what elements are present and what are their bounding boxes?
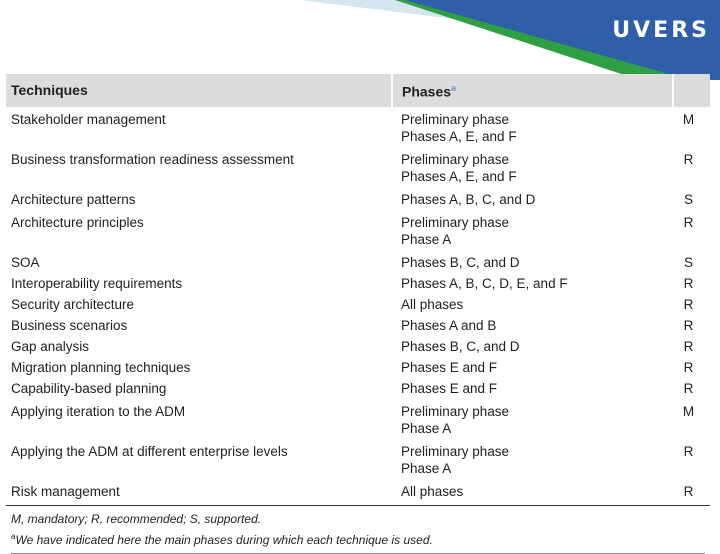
table-body bbox=[6, 107, 710, 505]
header-phases: Phases$^a$ bbox=[392, 74, 673, 107]
phase-line: Phases E and F bbox=[401, 380, 498, 396]
phase-line: All phases bbox=[401, 296, 464, 312]
level-cell: R bbox=[683, 380, 694, 396]
phase-line: Preliminary phase bbox=[401, 403, 510, 419]
techniques-table bbox=[6, 74, 710, 505]
phase-line: Phases A, B, C, D, E, and F bbox=[401, 275, 568, 291]
table-row bbox=[6, 439, 710, 479]
footnotes bbox=[6, 505, 710, 554]
phase-line: Preliminary phase bbox=[401, 214, 510, 230]
phases-cell bbox=[392, 399, 673, 439]
table-header-row bbox=[6, 74, 710, 107]
phase-line: Phase A bbox=[401, 460, 452, 476]
technique-cell: Migration planning techniques bbox=[11, 359, 191, 375]
phases-cell bbox=[392, 187, 673, 210]
table-row bbox=[6, 187, 710, 210]
footnote-note: $^a$We have indicated here the main phases during which each technique is used. bbox=[11, 531, 433, 547]
phases-cell bbox=[392, 479, 673, 505]
level-cell: M bbox=[682, 111, 695, 127]
level-cell: R bbox=[683, 275, 694, 291]
technique-cell: Stakeholder management bbox=[11, 111, 166, 127]
technique-cell: Risk management bbox=[11, 483, 120, 499]
table-row bbox=[6, 315, 710, 336]
phase-line: Preliminary phase bbox=[401, 111, 510, 127]
phase-line: Phases E and F bbox=[401, 359, 498, 375]
table-row bbox=[6, 378, 710, 399]
level-cell: R bbox=[683, 483, 694, 499]
level-cell: S bbox=[683, 254, 693, 270]
table-row bbox=[6, 294, 710, 315]
phase-line: Phase A bbox=[401, 231, 452, 247]
table-row bbox=[6, 107, 710, 147]
table-row bbox=[6, 147, 710, 187]
level-cell: R bbox=[683, 151, 694, 167]
level-cell: R bbox=[683, 359, 694, 375]
phase-line: Phases A, B, C, and D bbox=[401, 191, 536, 207]
header-techniques: Techniques bbox=[6, 74, 392, 107]
phase-line: Phases B, C, and D bbox=[401, 254, 520, 270]
level-cell: R bbox=[683, 338, 694, 354]
phases-cell bbox=[392, 210, 673, 250]
technique-cell: Gap analysis bbox=[11, 338, 90, 354]
phase-line: All phases bbox=[401, 483, 464, 499]
phases-cell bbox=[392, 250, 673, 273]
phase-line: Preliminary phase bbox=[401, 443, 510, 459]
level-cell: S bbox=[683, 191, 693, 207]
phases-cell bbox=[392, 439, 673, 479]
technique-cell: Business scenarios bbox=[11, 317, 128, 333]
technique-cell: Applying the ADM at different enterprise levels bbox=[11, 443, 288, 459]
table-row bbox=[6, 273, 710, 294]
phase-line: Phases A, E, and F bbox=[401, 128, 517, 144]
phases-cell bbox=[392, 378, 673, 399]
technique-cell: Architecture patterns bbox=[11, 191, 136, 207]
footnote-marker: a bbox=[11, 531, 16, 541]
technique-cell: Architecture principles bbox=[11, 214, 144, 230]
phases-cell bbox=[392, 315, 673, 336]
technique-cell: Security architecture bbox=[11, 296, 135, 312]
table-row bbox=[6, 210, 710, 250]
phase-line: Preliminary phase bbox=[401, 151, 510, 167]
phases-cell bbox=[392, 107, 673, 147]
techniques-table-container bbox=[6, 74, 710, 554]
technique-cell: Applying iteration to the ADM bbox=[11, 403, 186, 419]
level-cell: R bbox=[683, 443, 694, 459]
technique-cell: Business transformation readiness assessment bbox=[11, 151, 294, 167]
table-row bbox=[6, 399, 710, 439]
footnote-legend: M, mandatory; R, recommended; S, supported. bbox=[11, 511, 262, 526]
level-cell: R bbox=[683, 317, 694, 333]
phase-line: Phases B, C, and D bbox=[401, 338, 520, 354]
table-row bbox=[6, 336, 710, 357]
phase-line: Phase A bbox=[401, 420, 452, 436]
phases-cell bbox=[392, 357, 673, 378]
technique-cell: Interoperability requirements bbox=[11, 275, 183, 291]
phase-line: Phases A and B bbox=[401, 317, 497, 333]
phases-cell bbox=[392, 273, 673, 294]
header-level bbox=[673, 74, 710, 107]
level-cell: M bbox=[682, 403, 695, 419]
technique-cell: Capability-based planning bbox=[11, 380, 167, 396]
uvers-logo: UVERS bbox=[612, 18, 710, 43]
phases-cell bbox=[392, 147, 673, 187]
header-phases-footnote-marker: a bbox=[451, 83, 457, 93]
level-cell: R bbox=[683, 214, 694, 230]
table-row bbox=[6, 250, 710, 273]
technique-cell: SOA bbox=[11, 254, 40, 270]
phases-cell bbox=[392, 336, 673, 357]
phases-cell bbox=[392, 294, 673, 315]
level-cell: R bbox=[683, 296, 694, 312]
table-row bbox=[6, 479, 710, 505]
table-row bbox=[6, 357, 710, 378]
phase-line: Phases A, E, and F bbox=[401, 168, 517, 184]
